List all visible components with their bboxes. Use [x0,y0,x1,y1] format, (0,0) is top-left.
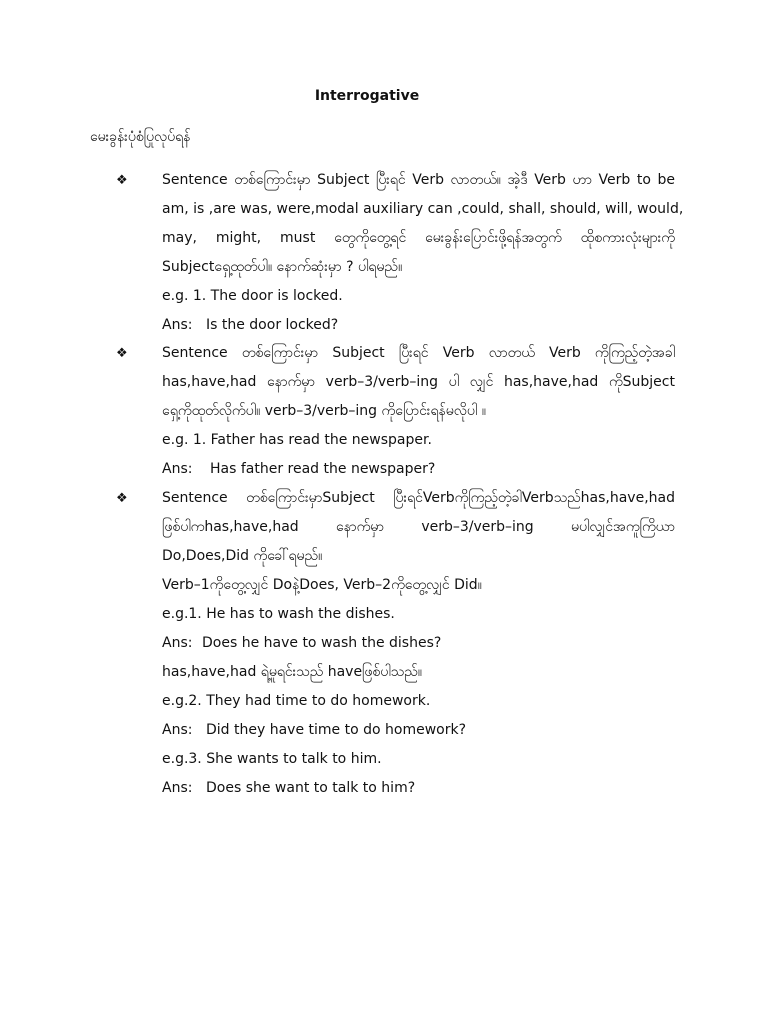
answer-label: Ans: [162,722,193,738]
answer-text: Is the door locked? [206,317,339,333]
bullet-icon: ❖ [116,346,128,361]
section-2-line: Sentence တစ်ကြောင်းမှာ Subject ပြီးရင် Verb လာတယ် Verb ကိုကြည့်တဲ့အခါ [162,345,675,361]
section-3 [162,484,675,803]
answer-line [162,455,675,484]
section-3-line: Do,Does,Did ကိုခေါ်ရမည်။ [162,548,323,564]
answer-text: Has father read the newspaper? [210,461,436,477]
section-1-line: Subjectရှေ့ထုတ်ပါ။ နောက်ဆုံးမှာ ? ပါရမည်။ [162,259,403,275]
answer-line [162,311,675,340]
answer-label: Ans: [162,635,193,651]
answer-label: Ans: [162,317,193,333]
example-line: e.g.3. She wants to talk to him. [162,751,382,767]
answer-line [162,629,675,658]
section-3-line: ဖြစ်ပါကhas,have,had နောက်မှာ verb–3/verb–ing မပါလျှင်အကူကြိယာ [162,519,675,535]
section-2-line: has,have,had နောက်မှာ verb–3/verb–ing ပါ လျှင် has,have,had ကိုSubject [162,374,675,390]
example-line: e.g. 1. The door is locked. [162,288,343,304]
answer-line [162,774,675,803]
bullet-icon: ❖ [116,173,128,188]
section-1-line: am, is ,are was, were,modal auxiliary can ,could, shall, should, will, would, [162,201,684,217]
example-line: e.g. 1. Father has read the newspaper. [162,432,432,448]
bullet-icon: ❖ [116,491,128,506]
answer-line [162,716,675,745]
answer-text: Does he have to wash the dishes? [202,635,442,651]
section-3-line: Sentence တစ်ကြောင်းမှာSubject ပြီးရင်Verbကိုကြည့်တဲ့ခါVerbသည်has,have,had [162,490,675,506]
section-1-line: Sentence တစ်ကြောင်းမှာ Subject ပြီးရင် Verb လာတယ်။ အဲ့ဒီ Verb ဟာ Verb to be [162,172,675,188]
answer-label: Ans: [162,461,193,477]
note-line: has,have,had ရဲ့မူရင်းသည် haveဖြစ်ပါသည်။ [162,664,422,680]
section-1 [162,166,684,340]
document-subtitle: မေးခွန်းပုံစံပြုလုပ်ရန် [90,129,191,145]
section-1-line: may, might, must တွေကိုတွေ့ရင် မေးခွန်းပြောင်းဖို့ရန်အတွက် ထိုစကားလုံးများကို [162,230,675,246]
answer-text: Did they have time to do homework? [206,722,467,738]
section-2 [162,339,675,484]
example-line: e.g.1. He has to wash the dishes. [162,606,395,622]
section-3-line: Verb–1ကိုတွေ့လျှင် Doနဲ့Does, Verb–2ကိုတွေ့လျှင် Did။ [162,577,482,593]
document-title: Interrogative [314,88,420,104]
example-line: e.g.2. They had time to do homework. [162,693,431,709]
section-2-line: ရှေ့ကိုထုတ်လိုက်ပါ။ verb–3/verb–ing ကိုပြောင်းရန်မလိုပါ ။ [162,403,486,419]
answer-text: Does she want to talk to him? [206,780,416,796]
answer-label: Ans: [162,780,193,796]
